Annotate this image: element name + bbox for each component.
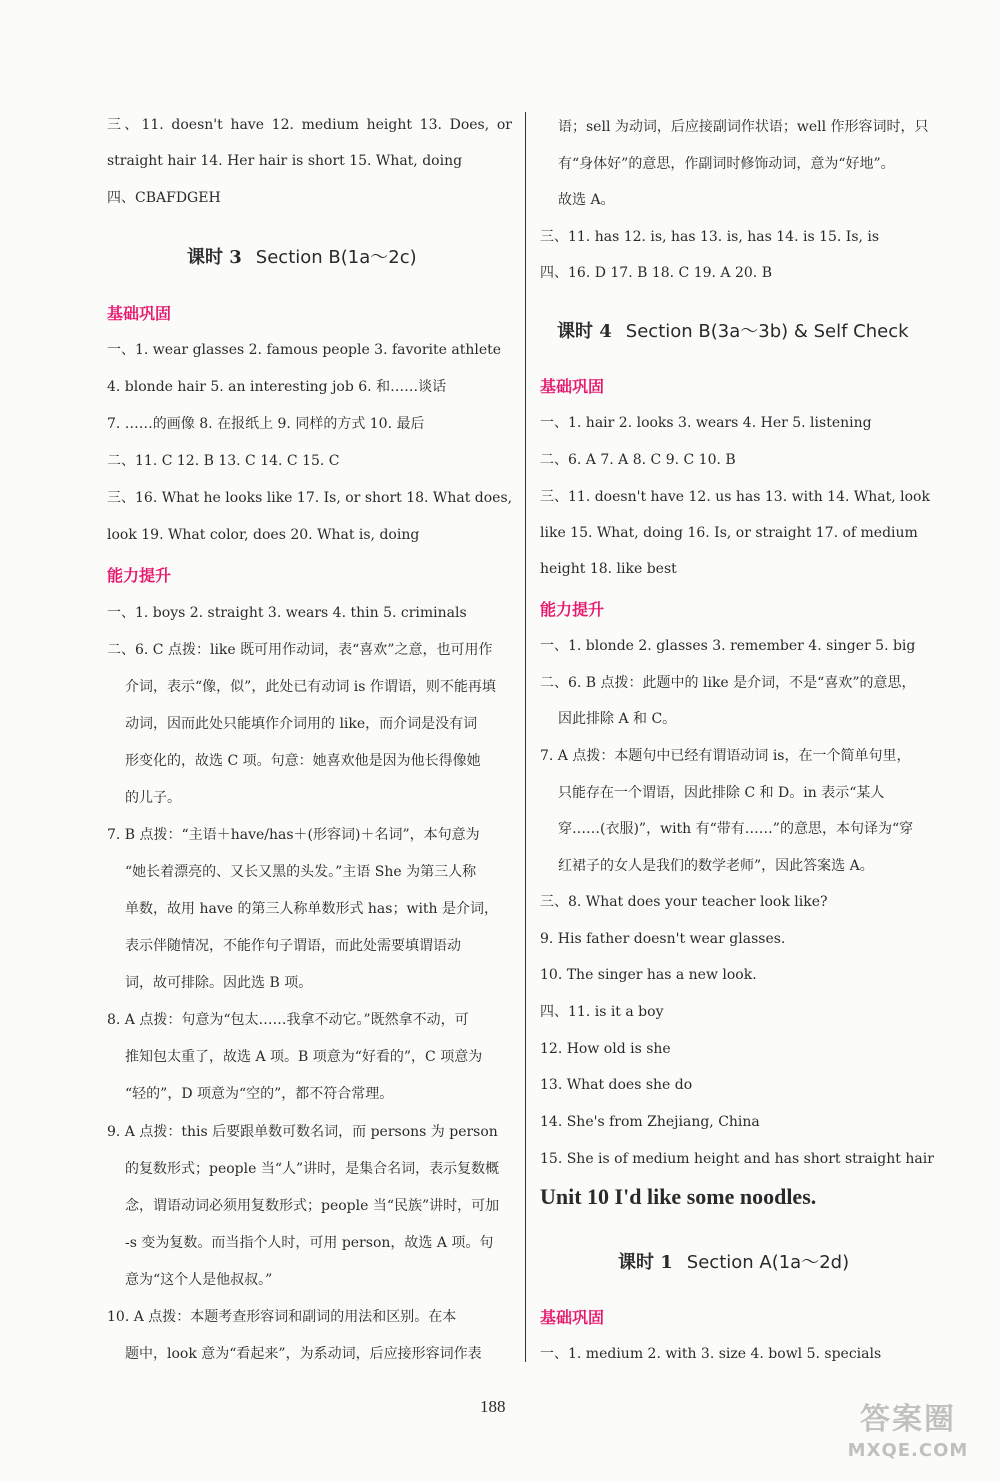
answer-line: 13. What does she do (540, 1077, 693, 1093)
explanation-line: “轻的”，D 项意为“空的”，都不符合常理。 (125, 1086, 394, 1102)
answer-line: 10. The singer has a new look. (540, 967, 757, 983)
answer-line: 四、11. is it a boy (540, 1004, 664, 1020)
answer-line: 二、6. C 点拨：like 既可用作动词，表“喜欢”之意，也可用作 (107, 642, 493, 658)
explanation-line: 穿……(衣服)”，with 有“带有……”的意思，本句译为“穿 (558, 821, 914, 837)
explanation-line: 只能存在一个谓语，因此排除 C 和 D。in 表示“某人 (558, 785, 885, 801)
explanation-line: 推知包太重了，故选 A 项。B 项意为“好看的”，C 项意为 (125, 1049, 483, 1065)
watermark-url: MXQE.COM (847, 1440, 969, 1461)
answer-line: 7. ……的画像 8. 在报纸上 9. 同样的方式 10. 最后 (107, 416, 425, 432)
answer-line: 7. A 点拨：本题句中已经有谓语动词 is，在一个简单句里， (540, 748, 911, 764)
column-divider (525, 112, 526, 1362)
answer-line: straight hair 14. Her hair is short 15. What, doing (107, 153, 463, 169)
answer-line: 三、8. What does your teacher look like? (540, 894, 828, 910)
lesson-heading (187, 243, 417, 269)
lesson-heading (618, 1248, 849, 1274)
explanation-line: 形变化的，故选 C 项。句意：她喜欢他是因为他长得像她 (125, 753, 481, 769)
answer-line: 一、1. blonde 2. glasses 3. remember 4. singer 5. big (540, 638, 916, 654)
answer-line: 四、CBAFDGEH (107, 190, 221, 206)
answer-line: like 15. What, doing 16. Is, or straight 17. of medium (540, 525, 918, 541)
explanation-line: 的复数形式；people 当“人”讲时，是集合名词，表示复数概 (125, 1161, 500, 1177)
watermark-logo: 答案圈 (860, 1402, 956, 1437)
answer-line: 15. She is of medium height and has short straight hair (540, 1151, 934, 1167)
answer-line: 三、11. doesn't have 12. us has 13. with 14. What, look (540, 489, 930, 505)
lesson-section: Section B(3a～3b) & Self Check (625, 321, 909, 342)
category-heading-basic: 基础巩固 (540, 377, 605, 396)
explanation-line: -s 变为复数。而当指个人时，可用 person，故选 A 项。句 (125, 1235, 494, 1251)
answer-line: 二、6. B 点拨：此题中的 like 是介词，不是“喜欢”的意思， (540, 675, 916, 691)
answer-line: 14. She's from Zhejiang, China (540, 1114, 760, 1130)
category-heading-improve: 能力提升 (107, 566, 172, 585)
answer-line: 12. How old is she (540, 1041, 671, 1057)
answer-line: 10. A 点拨：本题考查形容词和副词的用法和区别。在本 (107, 1309, 457, 1325)
category-heading-improve: 能力提升 (540, 600, 605, 619)
answer-line: 三、16. What he looks like 17. Is, or short 18. What does, (107, 490, 512, 506)
explanation-line: 动词，因而此处只能填作介词用的 like，而介词是没有词 (125, 716, 478, 732)
unit-title: Unit 10 I'd like some noodles. (540, 1184, 817, 1209)
explanation-line: 因此排除 A 和 C。 (558, 711, 677, 727)
answer-line: 8. A 点拨：句意为“包太……我拿不动它。”既然拿不动，可 (107, 1012, 469, 1028)
answer-line: height 18. like best (540, 561, 677, 577)
answer-line: 三、11. doesn't have 12. medium height 13. Does, or (107, 117, 512, 133)
watermark (828, 1400, 988, 1476)
explanation-line: “她长着漂亮的、又长又黑的头发。”主语 She 为第三人称 (125, 864, 477, 880)
page-number: 188 (480, 1397, 506, 1416)
explanation-line: 介词，表示“像，似”，此处已有动词 is 作谓语，则不能再填 (125, 679, 496, 695)
lesson-heading (557, 317, 909, 343)
lesson-number: 课时 3 (187, 247, 242, 268)
category-heading-basic: 基础巩固 (540, 1308, 605, 1327)
answer-line: 一、1. hair 2. looks 3. wears 4. Her 5. listening (540, 415, 872, 431)
explanation-line: 有“身体好”的意思，作副词时修饰动词，意为“好地”。 (558, 156, 895, 172)
explanation-line: 单数，故用 have 的第三人称单数形式 has；with 是介词， (125, 901, 499, 917)
answer-line: 4. blonde hair 5. an interesting job 6. 和……谈话 (107, 379, 447, 395)
lesson-section: Section A(1a～2d) (686, 1252, 850, 1273)
answer-line: 二、11. C 12. B 13. C 14. C 15. C (107, 453, 340, 469)
explanation-line: 题中，look 意为“看起来”，为系动词，后应接形容词作表 (125, 1346, 482, 1362)
answer-line: 一、1. medium 2. with 3. size 4. bowl 5. specials (540, 1346, 882, 1362)
answer-line: 9. A 点拨：this 后要跟单数可数名词，而 persons 为 person (107, 1124, 498, 1140)
answer-line: 一、1. boys 2. straight 3. wears 4. thin 5. criminals (107, 605, 467, 621)
answer-line: 7. B 点拨：“主语＋have/has＋(形容词)＋名词”，本句意为 (107, 827, 480, 843)
answer-line: 9. His father doesn't wear glasses. (540, 931, 786, 947)
lesson-section: Section B(1a～2c) (255, 247, 417, 268)
explanation-line: 故选 A。 (558, 192, 615, 208)
explanation-line: 语；sell 为动词，后应接副词作状语；well 作形容词时，只 (558, 119, 929, 135)
lesson-number: 课时 1 (618, 1252, 673, 1273)
explanation-line: 意为“这个人是他叔叔。” (125, 1272, 273, 1288)
explanation-line: 词，故可排除。因此选 B 项。 (125, 975, 313, 991)
explanation-line: 念，谓语动词必须用复数形式；people 当“民族”讲时，可加 (125, 1198, 500, 1214)
explanation-line: 红裙子的女人是我们的数学老师”，因此答案选 A。 (558, 858, 874, 874)
answer-line: 二、6. A 7. A 8. C 9. C 10. B (540, 452, 736, 468)
explanation-line: 的儿子。 (125, 790, 181, 806)
lesson-number: 课时 4 (557, 321, 612, 342)
answer-line: 三、11. has 12. is, has 13. is, has 14. is 15. Is, is (540, 229, 880, 245)
explanation-line: 表示伴随情况，不能作句子谓语，而此处需要填谓语动 (125, 938, 461, 954)
category-heading-basic: 基础巩固 (107, 304, 172, 323)
answer-line: 四、16. D 17. B 18. C 19. A 20. B (540, 265, 772, 281)
answer-line: look 19. What color, does 20. What is, doing (107, 527, 420, 543)
answer-line: 一、1. wear glasses 2. famous people 3. favorite athlete (107, 342, 502, 358)
